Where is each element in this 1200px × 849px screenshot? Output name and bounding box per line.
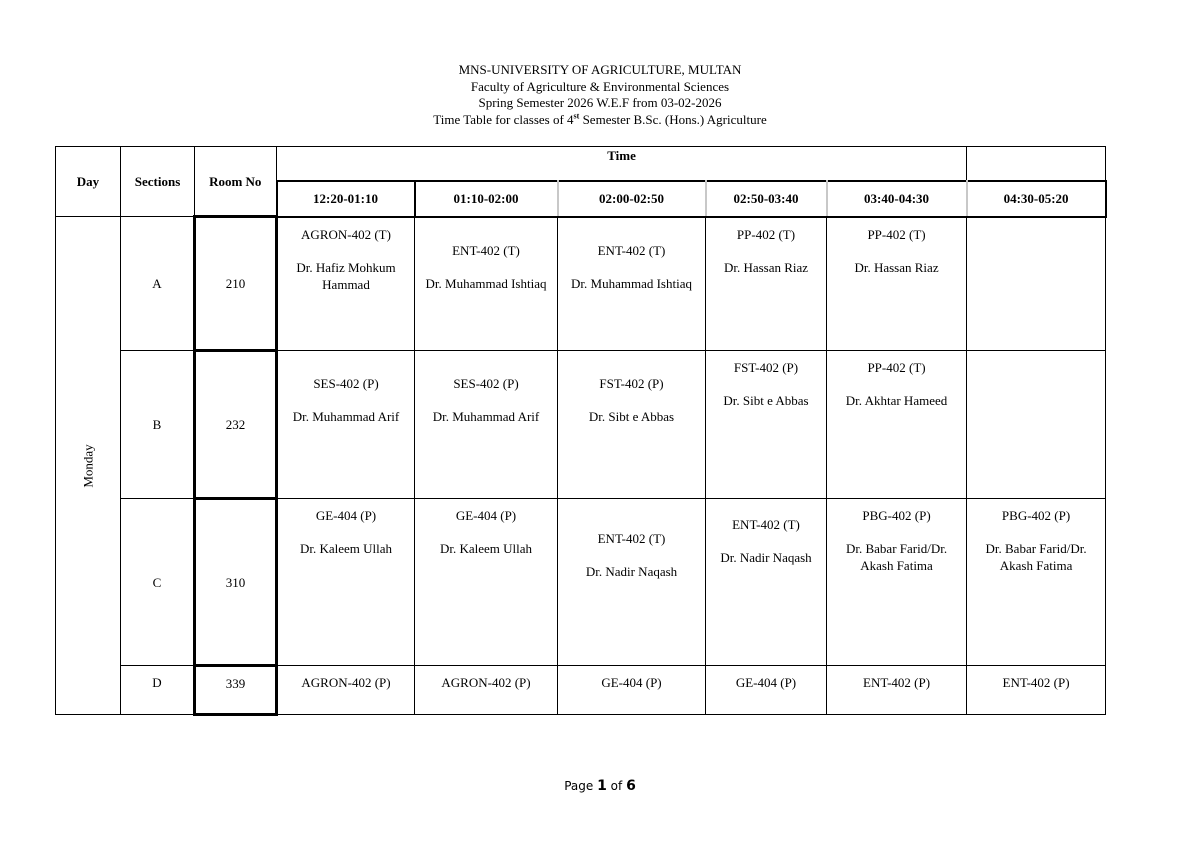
course-code: AGRON-402 (T) <box>301 226 391 242</box>
section-cell: C <box>121 499 195 666</box>
slot-header: 01:10-02:00 <box>415 181 558 216</box>
course-code: SES-402 (P) <box>453 376 519 391</box>
teacher-name: Dr. Muhammad Arif <box>292 409 400 424</box>
page-word: Page <box>564 779 594 793</box>
course-code: PBG-402 (P) <box>1001 508 1071 523</box>
course-code: AGRON-402 (P) <box>301 675 391 690</box>
teacher-name: Dr. Muhammad Ishtiaq <box>571 275 692 291</box>
teacher-name: Dr. Hassan Riaz <box>723 259 809 275</box>
course-code: ENT-402 (T) <box>452 242 520 258</box>
teacher-name: Dr. Muhammad Arif <box>432 409 540 424</box>
of-word: of <box>610 779 623 793</box>
day-cell <box>56 217 121 715</box>
slot-header: 02:50-03:40 <box>706 181 827 216</box>
section-cell: A <box>121 217 195 351</box>
slot-header: 03:40-04:30 <box>827 181 967 216</box>
course-code: ENT-402 (T) <box>597 531 666 546</box>
class-cell <box>827 217 967 351</box>
header-room-no: Room No <box>195 147 277 217</box>
teacher-name: Dr. Kaleem Ullah <box>439 541 533 556</box>
room-cell: 210 <box>195 217 277 351</box>
class-cell-empty <box>967 217 1106 351</box>
slot-header: 02:00-02:50 <box>558 181 706 216</box>
class-cell-empty <box>967 351 1106 499</box>
class-cell <box>967 666 1106 715</box>
class-cell <box>558 499 706 666</box>
day-label: Monday <box>80 443 96 488</box>
class-cell <box>706 217 827 351</box>
teacher-name: Dr. Kaleem Ullah <box>299 541 393 556</box>
room-cell: 310 <box>195 499 277 666</box>
table-row <box>56 666 1106 715</box>
course-code: GE-404 (P) <box>601 675 662 690</box>
header-day: Day <box>56 147 121 217</box>
teacher-name: Dr. Hafiz Mohkum Hammad <box>296 259 396 292</box>
header-time: Time <box>277 147 967 182</box>
teacher-name: Dr. Babar Farid/Dr. Akash Fatima <box>845 541 948 573</box>
title-superscript: st <box>573 111 580 121</box>
class-cell <box>558 351 706 499</box>
course-code: ENT-402 (T) <box>732 517 800 532</box>
faculty-name: Faculty of Agriculture & Environmental Sciences <box>470 78 730 94</box>
title-suffix: Semester B.Sc. (Hons.) Agriculture <box>579 111 767 127</box>
class-cell <box>827 351 967 499</box>
page-total: 6 <box>626 778 636 794</box>
header-time-empty <box>967 147 1106 182</box>
table-row <box>56 351 1106 499</box>
class-cell <box>415 217 558 351</box>
header-sections: Sections <box>121 147 195 217</box>
class-cell <box>277 666 415 715</box>
teacher-name: Dr. Akhtar Hameed <box>845 393 948 408</box>
course-code: ENT-402 (P) <box>1002 675 1070 690</box>
page-footer <box>0 778 1200 794</box>
course-code: AGRON-402 (P) <box>441 675 531 690</box>
class-cell <box>706 666 827 715</box>
room-cell: 232 <box>195 351 277 499</box>
class-cell <box>827 666 967 715</box>
section-cell: B <box>121 351 195 499</box>
course-code: GE-404 (P) <box>315 508 377 523</box>
class-cell <box>827 499 967 666</box>
teacher-name: Dr. Nadir Naqash <box>720 550 812 565</box>
course-code: GE-404 (P) <box>455 508 517 523</box>
teacher-name: Dr. Sibt e Abbas <box>588 409 675 424</box>
course-code: SES-402 (P) <box>313 376 379 391</box>
class-cell <box>277 217 415 351</box>
table-row <box>56 217 1106 351</box>
teacher-name: Dr. Muhammad Ishtiaq <box>425 275 547 291</box>
timetable-title <box>0 112 1200 129</box>
table-row <box>56 499 1106 666</box>
document-heading <box>0 62 1200 128</box>
course-code: FST-402 (P) <box>733 360 799 375</box>
class-cell <box>277 499 415 666</box>
class-cell <box>415 499 558 666</box>
course-code: PP-402 (T) <box>736 226 796 242</box>
teacher-name: Dr. Babar Farid/Dr. Akash Fatima <box>985 541 1087 573</box>
room-cell: 339 <box>195 666 277 715</box>
slot-header: 04:30-05:20 <box>967 181 1106 216</box>
course-code: FST-402 (P) <box>599 376 664 391</box>
teacher-name: Dr. Sibt e Abbas <box>723 393 809 408</box>
slot-header: 12:20-01:10 <box>277 181 415 216</box>
course-code: PBG-402 (P) <box>862 508 931 523</box>
course-code: ENT-402 (T) <box>597 242 666 258</box>
course-code: GE-404 (P) <box>735 675 797 690</box>
class-cell <box>558 217 706 351</box>
class-cell <box>415 666 558 715</box>
class-cell <box>967 499 1106 666</box>
class-cell <box>558 666 706 715</box>
page-number: 1 <box>597 778 607 794</box>
teacher-name: Dr. Nadir Naqash <box>585 564 678 579</box>
timetable <box>55 146 1107 716</box>
class-cell <box>415 351 558 499</box>
semester-line: Spring Semester 2026 W.E.F from 03-02-2026 <box>478 95 722 110</box>
title-prefix: Time Table for classes of 4 <box>433 111 574 127</box>
course-code: ENT-402 (P) <box>863 675 931 690</box>
course-code: PP-402 (T) <box>867 360 926 375</box>
teacher-name: Dr. Hassan Riaz <box>854 259 939 275</box>
class-cell <box>706 351 827 499</box>
university-name: MNS-UNIVERSITY OF AGRICULTURE, MULTAN <box>458 62 742 77</box>
course-code: PP-402 (T) <box>867 226 926 242</box>
class-cell <box>706 499 827 666</box>
class-cell <box>277 351 415 499</box>
section-cell: D <box>121 666 195 715</box>
